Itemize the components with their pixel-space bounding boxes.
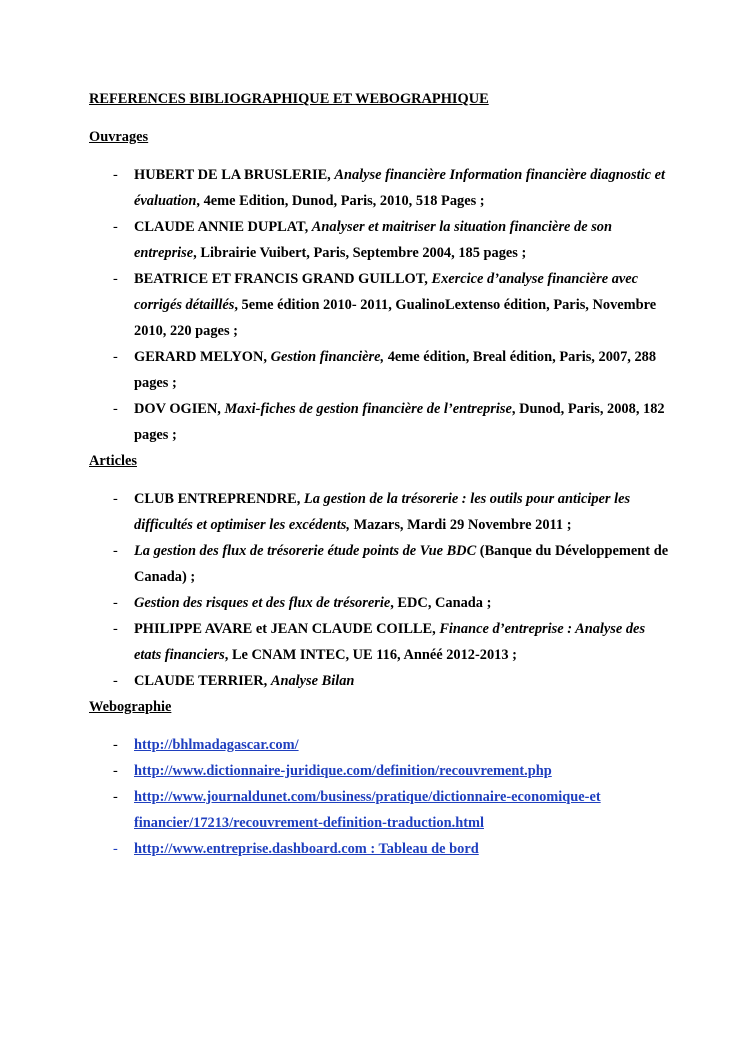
item-work: La gestion de la trésorerie : les outils pour anticiper les difficultés et optimiser les excédents, (134, 491, 631, 533)
dash-bullet: - (113, 763, 118, 779)
spacer (89, 474, 669, 486)
web-link[interactable]: http://www.entreprise.dashboard.com : Tableau de bord (134, 841, 479, 857)
bibliography-page (89, 86, 669, 862)
page-title: REFERENCES BIBLIOGRAPHIQUE ET WEBOGRAPHIQUE (89, 91, 489, 107)
ouvrages-list (89, 162, 669, 448)
item-author: DOV OGIEN, (134, 401, 225, 417)
item-work: Analyse financière Information financière diagnostic et évaluation (134, 167, 665, 209)
dash-bullet: - (113, 621, 118, 637)
list-item (89, 668, 669, 694)
dash-bullet: - (113, 737, 118, 753)
dash-bullet: - (113, 349, 118, 365)
list-item (89, 836, 669, 862)
dash-bullet: - (113, 167, 118, 183)
item-author: PHILIPPE AVARE et JEAN CLAUDE COILLE, (134, 621, 440, 637)
dash-bullet: - (113, 219, 118, 235)
dash-bullet: - (113, 789, 118, 805)
dash-bullet: - (113, 401, 118, 417)
item-work: Gestion des risques et des flux de trésorerie (134, 595, 391, 611)
item-author: BEATRICE ET FRANCIS GRAND GUILLOT, (134, 271, 432, 287)
item-details: , 4eme Edition, Dunod, Paris, 2010, 518 Pages ; (196, 193, 485, 209)
item-work: Gestion financière, (270, 349, 385, 365)
webographie-list (89, 732, 669, 862)
item-work: Maxi-fiches de gestion financière de l’entreprise (224, 401, 512, 417)
item-author: CLAUDE TERRIER, (134, 673, 271, 689)
item-details: , Librairie Vuibert, Paris, Septembre 2004, 185 pages ; (193, 245, 527, 261)
item-details: , 5eme édition 2010- 2011, GualinoLextenso édition, Paris, Novembre 2010, 220 pages ; (134, 297, 657, 339)
item-work: Exercice d’analyse financière avec corrigés détaillés (134, 271, 639, 313)
item-details: , Le CNAM INTEC, UE 116, Annéé 2012-2013 ; (224, 647, 517, 663)
list-item (89, 162, 669, 214)
articles-list (89, 486, 669, 694)
item-details: 4eme édition, Breal édition, Paris, 2007, 288 pages ; (134, 349, 657, 391)
spacer (89, 720, 669, 732)
dash-bullet: - (113, 595, 118, 611)
item-author: HUBERT DE LA BRUSLERIE, (134, 167, 335, 183)
list-item (89, 486, 669, 538)
item-details: , EDC, Canada ; (390, 595, 492, 611)
item-details: (Banque du Développement de Canada) ; (134, 543, 669, 585)
item-author: CLAUDE ANNIE DUPLAT, (134, 219, 312, 235)
section-heading-webographie: Webographie (89, 699, 172, 715)
dash-bullet: - (113, 271, 118, 287)
item-work: Analyser et maitriser la situation financière de son entreprise (134, 219, 613, 261)
list-item (89, 214, 669, 266)
dash-bullet: - (113, 673, 118, 689)
list-item (89, 396, 669, 448)
section-heading-ouvrages: Ouvrages (89, 129, 149, 145)
list-item (89, 758, 669, 784)
dash-bullet: - (113, 543, 118, 559)
list-item (89, 616, 669, 668)
web-link[interactable]: http://bhlmadagascar.com/ (134, 737, 299, 753)
section-heading-articles: Articles (89, 453, 137, 469)
item-work: La gestion des flux de trésorerie étude points de Vue BDC (134, 543, 477, 559)
spacer (89, 112, 669, 124)
item-details: , Dunod, Paris, 2008, 182 pages ; (134, 401, 665, 443)
spacer (89, 150, 669, 162)
web-link[interactable]: http://www.journaldunet.com/business/pratique/dictionnaire-economique-et financier/17213/recouvrement-definition-traduction.html (134, 789, 601, 831)
list-item (89, 266, 669, 344)
list-item (89, 344, 669, 396)
list-item (89, 732, 669, 758)
item-author: GERARD MELYON, (134, 349, 271, 365)
dash-bullet: - (113, 491, 118, 507)
list-item (89, 784, 669, 836)
web-link[interactable]: http://www.dictionnaire-juridique.com/definition/recouvrement.php (134, 763, 552, 779)
list-item (89, 590, 669, 616)
dash-bullet: - (113, 841, 118, 857)
list-item (89, 538, 669, 590)
item-author: CLUB ENTREPRENDRE, (134, 491, 304, 507)
item-work: Finance d’entreprise : Analyse des etats financiers (134, 621, 646, 663)
item-work: Analyse Bilan (270, 673, 355, 689)
item-details: Mazars, Mardi 29 Novembre 2011 ; (349, 517, 572, 533)
